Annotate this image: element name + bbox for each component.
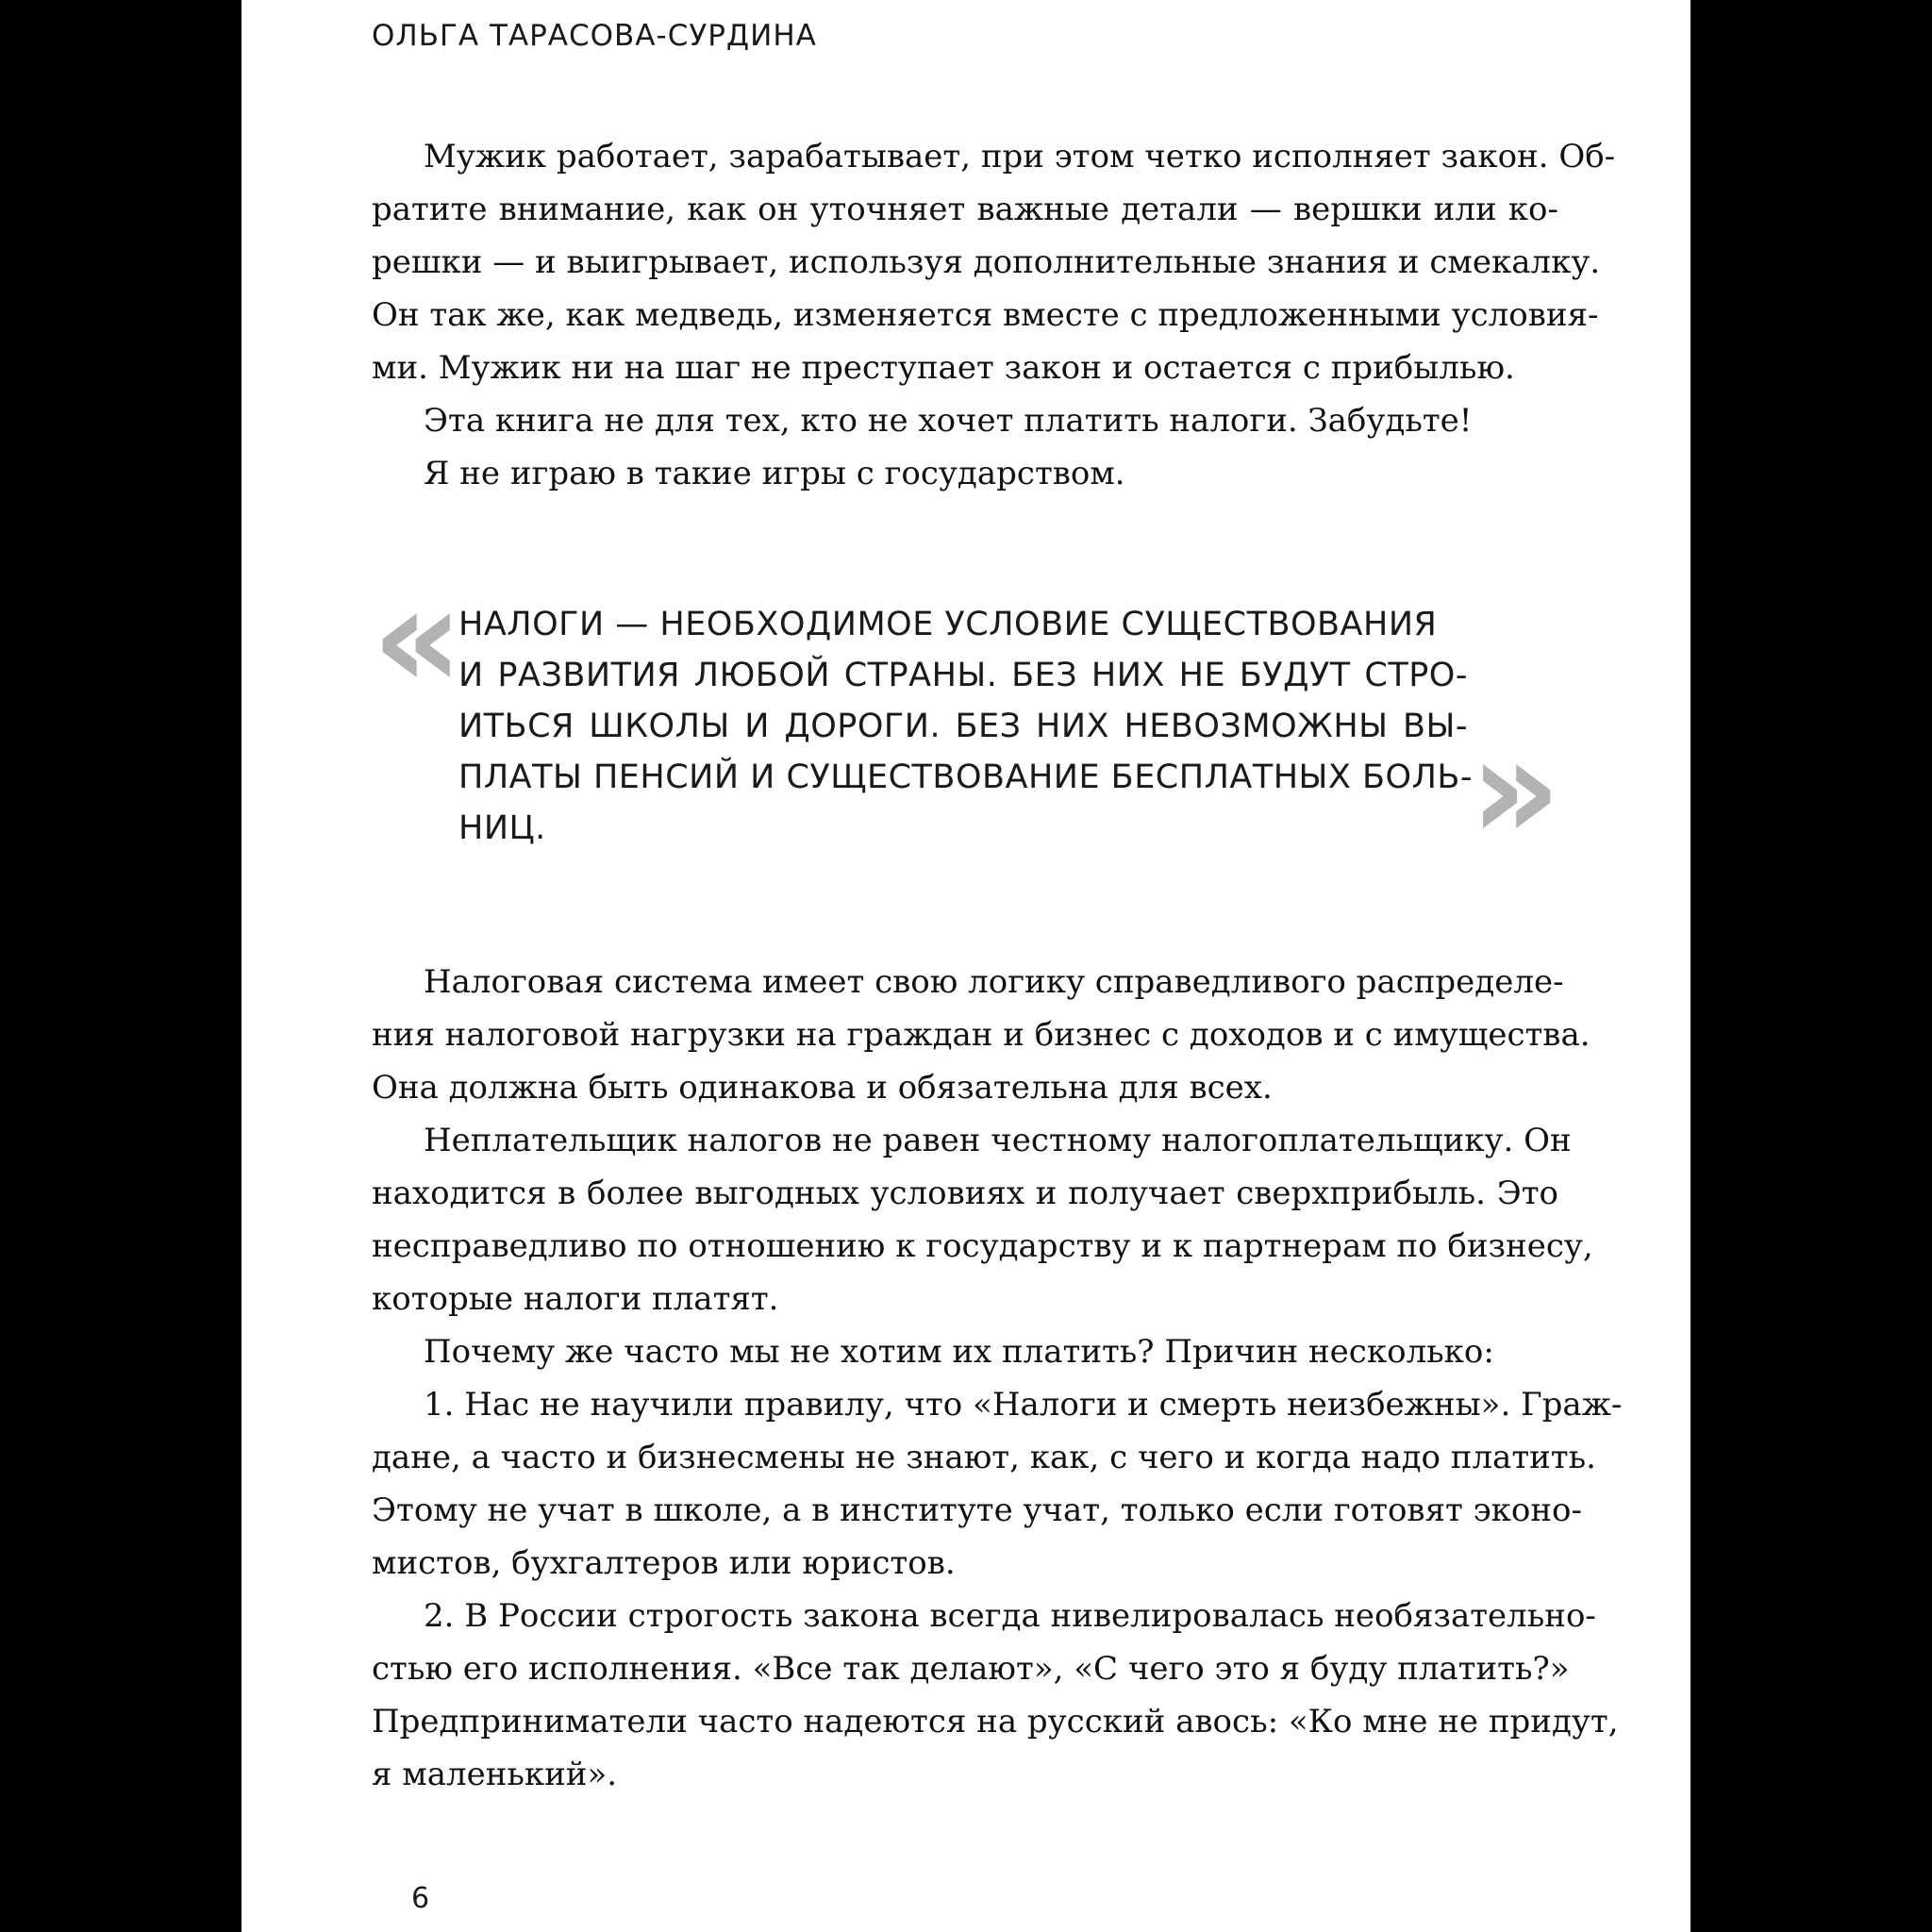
text-line: Мужик работает, зарабатывает, при этом четко исполняет закон. Об- — [424, 138, 1616, 175]
text-block-1 — [372, 130, 1616, 500]
text-line: ратите внимание, как он уточняет важные детали — вершки или ко- — [372, 191, 1558, 228]
text-line: которые налоги платят. — [372, 1280, 779, 1318]
text-line: Предприниматели часто надеются на русский авось: «Ко мне не придут, — [372, 1703, 1619, 1740]
quote-line: НАЛОГИ — НЕОБХОДИМОЕ УСЛОВИЕ СУЩЕСТВОВАНИЯ — [458, 606, 1438, 643]
text-line: Налоговая система имеет свою логику справедливого распределе- — [424, 963, 1564, 1001]
text-line: решки — и выигрывает, используя дополнительные знания и смекалку. — [372, 243, 1601, 281]
quote-line: ИТЬСЯ ШКОЛЫ И ДОРОГИ. БЕЗ НИХ НЕВОЗМОЖНЫ ВЫ- — [458, 708, 1468, 745]
text-line: 1. Нас не научили правилу, что «Налоги и смерть неизбежны». Граж- — [424, 1386, 1623, 1424]
quote-line: НИЦ. — [458, 809, 546, 847]
text-line: мистов, бухгалтеров или юристов. — [372, 1544, 956, 1582]
text-line: Этому не учат в школе, а в институте учат, только если готовят эконо- — [372, 1491, 1583, 1529]
text-line: Эта книга не для тех, кто не хочет платить налоги. Забудьте! — [424, 402, 1473, 440]
open-quote-mark: « — [372, 557, 463, 721]
text-line: дане, а часто и бизнесмены не знают, как, с чего и когда надо платить. — [372, 1439, 1596, 1476]
close-quote-mark: » — [1470, 708, 1561, 872]
text-line: Неплательщик налогов не равен честному налогоплательщику. Он — [424, 1122, 1572, 1159]
text-line: Почему же часто мы не хотим их платить? Причин несколько: — [424, 1333, 1494, 1371]
text-line: Я не играю в такие игры с государством. — [424, 455, 1125, 492]
text-block-2 — [372, 956, 1623, 1801]
book-page — [242, 0, 1690, 1932]
text-line: ми. Мужик ни на шаг не преступает закон и остается с прибылью. — [372, 349, 1515, 387]
page-number: 6 — [411, 1882, 430, 1915]
text-line: находится в более выгодных условиях и получает сверхприбыль. Это — [372, 1174, 1558, 1212]
text-line: я маленький». — [372, 1756, 618, 1793]
quote-line: ПЛАТЫ ПЕНСИЙ И СУЩЕСТВОВАНИЕ БЕСПЛАТНЫХ БОЛЬ- — [458, 758, 1474, 796]
text-line: несправедливо по отношению к государству и к партнерам по бизнесу, — [372, 1227, 1593, 1265]
pull-quote — [458, 599, 1474, 854]
quote-line: И РАЗВИТИЯ ЛЮБОЙ СТРАНЫ. БЕЗ НИХ НЕ БУДУТ СТРО- — [458, 657, 1468, 694]
text-line: 2. В России строгость закона всегда нивелировалась необязательно- — [424, 1597, 1596, 1635]
text-line: ния налоговой нагрузки на граждан и бизнес с доходов и с имущества. — [372, 1016, 1591, 1054]
text-line: стью его исполнения. «Все так делают», «С чего это я буду платить?» — [372, 1650, 1570, 1688]
text-line: Он так же, как медведь, изменяется вместе с предложенными условия- — [372, 296, 1599, 334]
text-line: Она должна быть одинакова и обязательна для всех. — [372, 1069, 1273, 1107]
running-header-author: ОЛЬГА ТАРАСОВА-СУРДИНА — [372, 19, 817, 53]
